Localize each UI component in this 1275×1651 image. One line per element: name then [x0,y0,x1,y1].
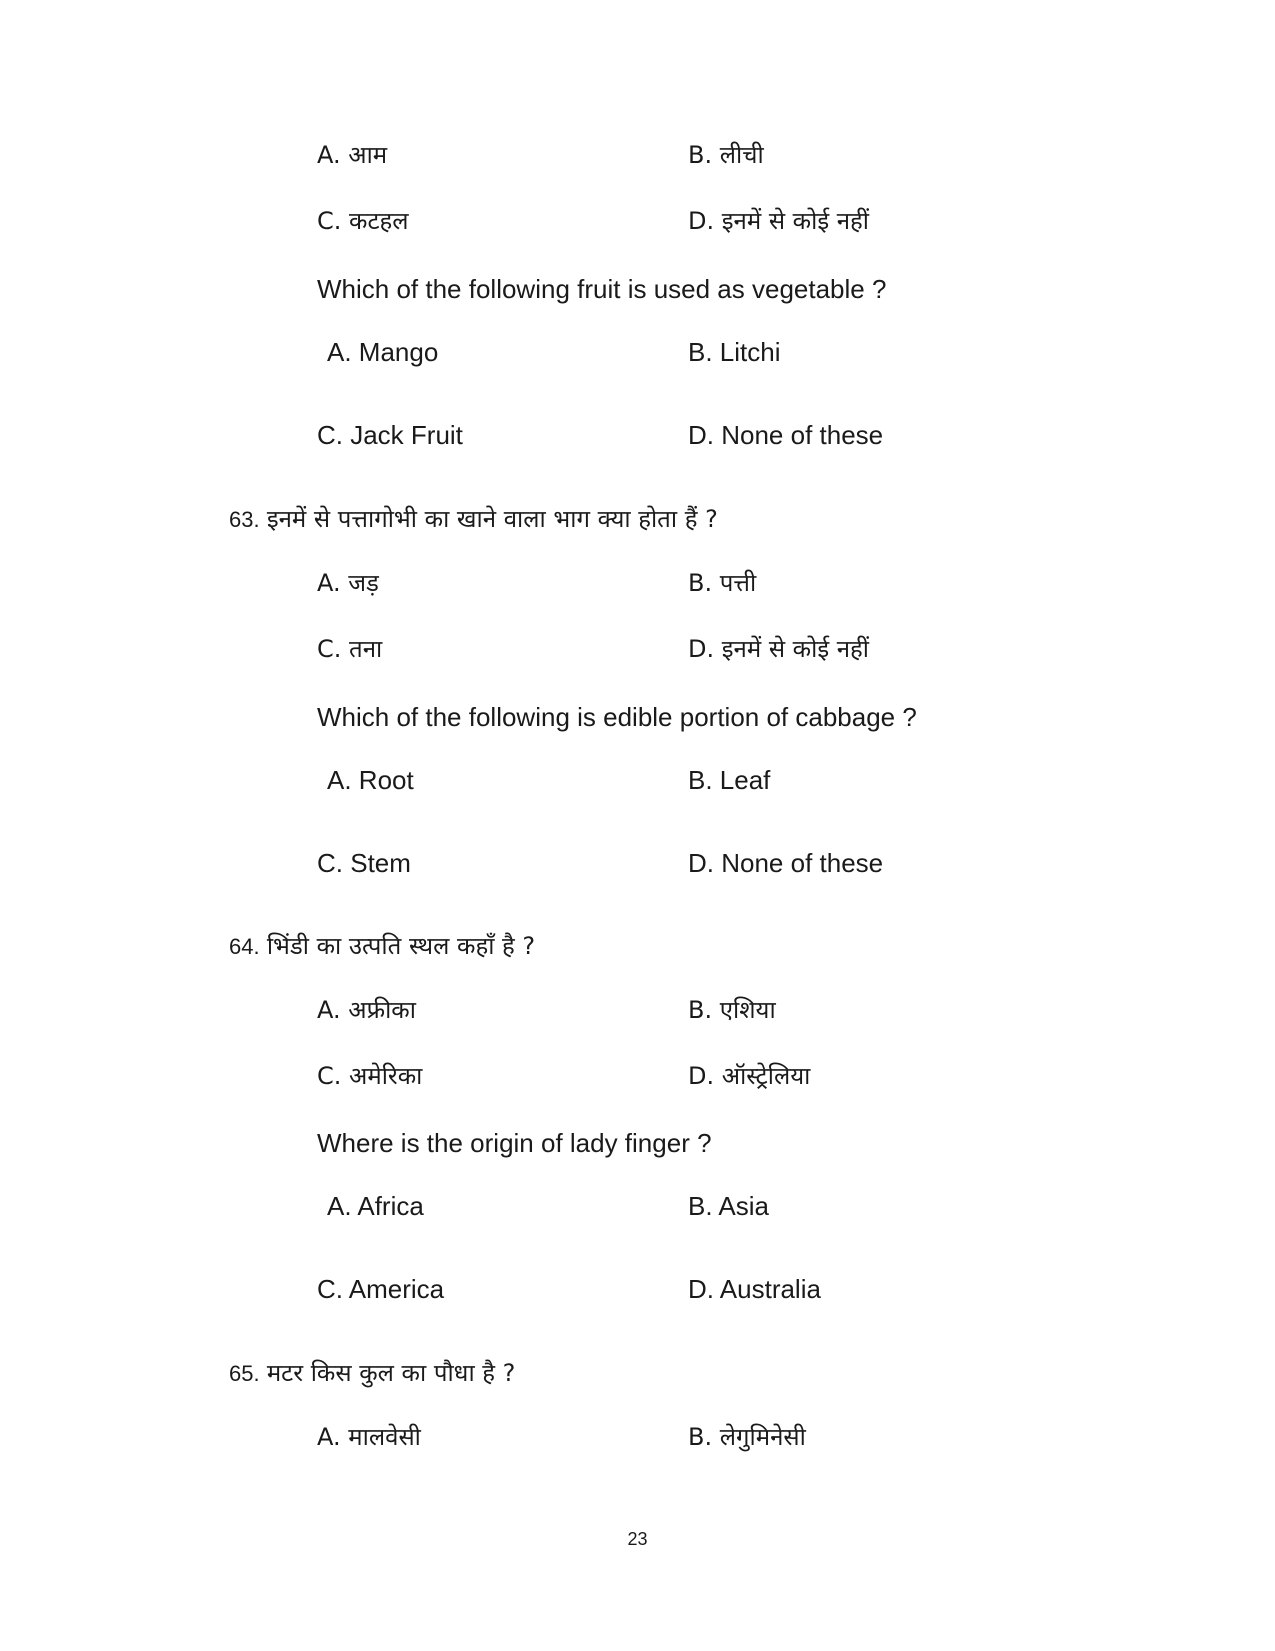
q65-number: 65. [229,1361,260,1386]
q63-hindi-option-b: B. पत्ती [688,569,757,597]
q62-english-option-c: C. Jack Fruit [317,420,463,450]
q64-hindi-option-c: C. अमेरिका [317,1062,423,1090]
q62-english-question: Which of the following fruit is used as vegetable ? [317,274,887,304]
q65-hindi-question: मटर किस कुल का पौधा है ? [266,1359,516,1387]
q63-hindi-question: इनमें से पत्तागोभी का खाने वाला भाग क्या होता हैं ? [266,505,718,533]
q62-hindi-option-b: B. लीची [688,141,764,169]
q64-english-option-d: D. Australia [688,1274,821,1304]
q64-english-option-b: B. Asia [688,1191,769,1221]
q63-hindi-option-a: A. जड़ [317,569,379,597]
q65-hindi-option-b: B. लेगुमिनेसी [688,1423,806,1451]
q62-english-option-a: A. Mango [327,337,439,367]
q63-english-option-c: C. Stem [317,848,411,878]
q62-hindi-option-c: C. कटहल [317,207,409,235]
q62-english-option-b: B. Litchi [688,337,781,367]
q63-hindi-option-d: D. इनमें से कोई नहीं [688,635,870,663]
q63-english-option-a: A. Root [327,765,414,795]
q64-hindi-option-a: A. अफ्रीका [317,996,416,1024]
q64-english-question: Where is the origin of lady finger ? [317,1128,712,1158]
q63-english-question: Which of the following is edible portion of cabbage ? [317,702,917,732]
page-number: 23 [627,1529,648,1549]
q64-hindi-option-b: B. एशिया [688,996,776,1024]
q62-english-option-d: D. None of these [688,420,884,450]
q63-english-option-d: D. None of these [688,848,884,878]
q63-hindi-option-c: C. तना [317,635,383,663]
q62-hindi-option-d: D. इनमें से कोई नहीं [688,207,870,235]
q64-question [229,932,535,958]
q65-hindi-option-a: A. मालवेसी [317,1423,421,1451]
q64-hindi-question: भिंडी का उत्पति स्थल कहाँ है ? [266,932,536,960]
q63-number: 63. [229,507,260,532]
q64-number: 64. [229,934,260,959]
q65-question [229,1359,515,1385]
q64-english-option-a: A. Africa [327,1191,424,1221]
q63-question [229,505,718,531]
q64-english-option-c: C. America [317,1274,445,1304]
q62-hindi-option-a: A. आम [317,141,388,169]
q63-english-option-b: B. Leaf [688,765,771,795]
q64-hindi-option-d: D. ऑस्ट्रेलिया [688,1062,811,1090]
